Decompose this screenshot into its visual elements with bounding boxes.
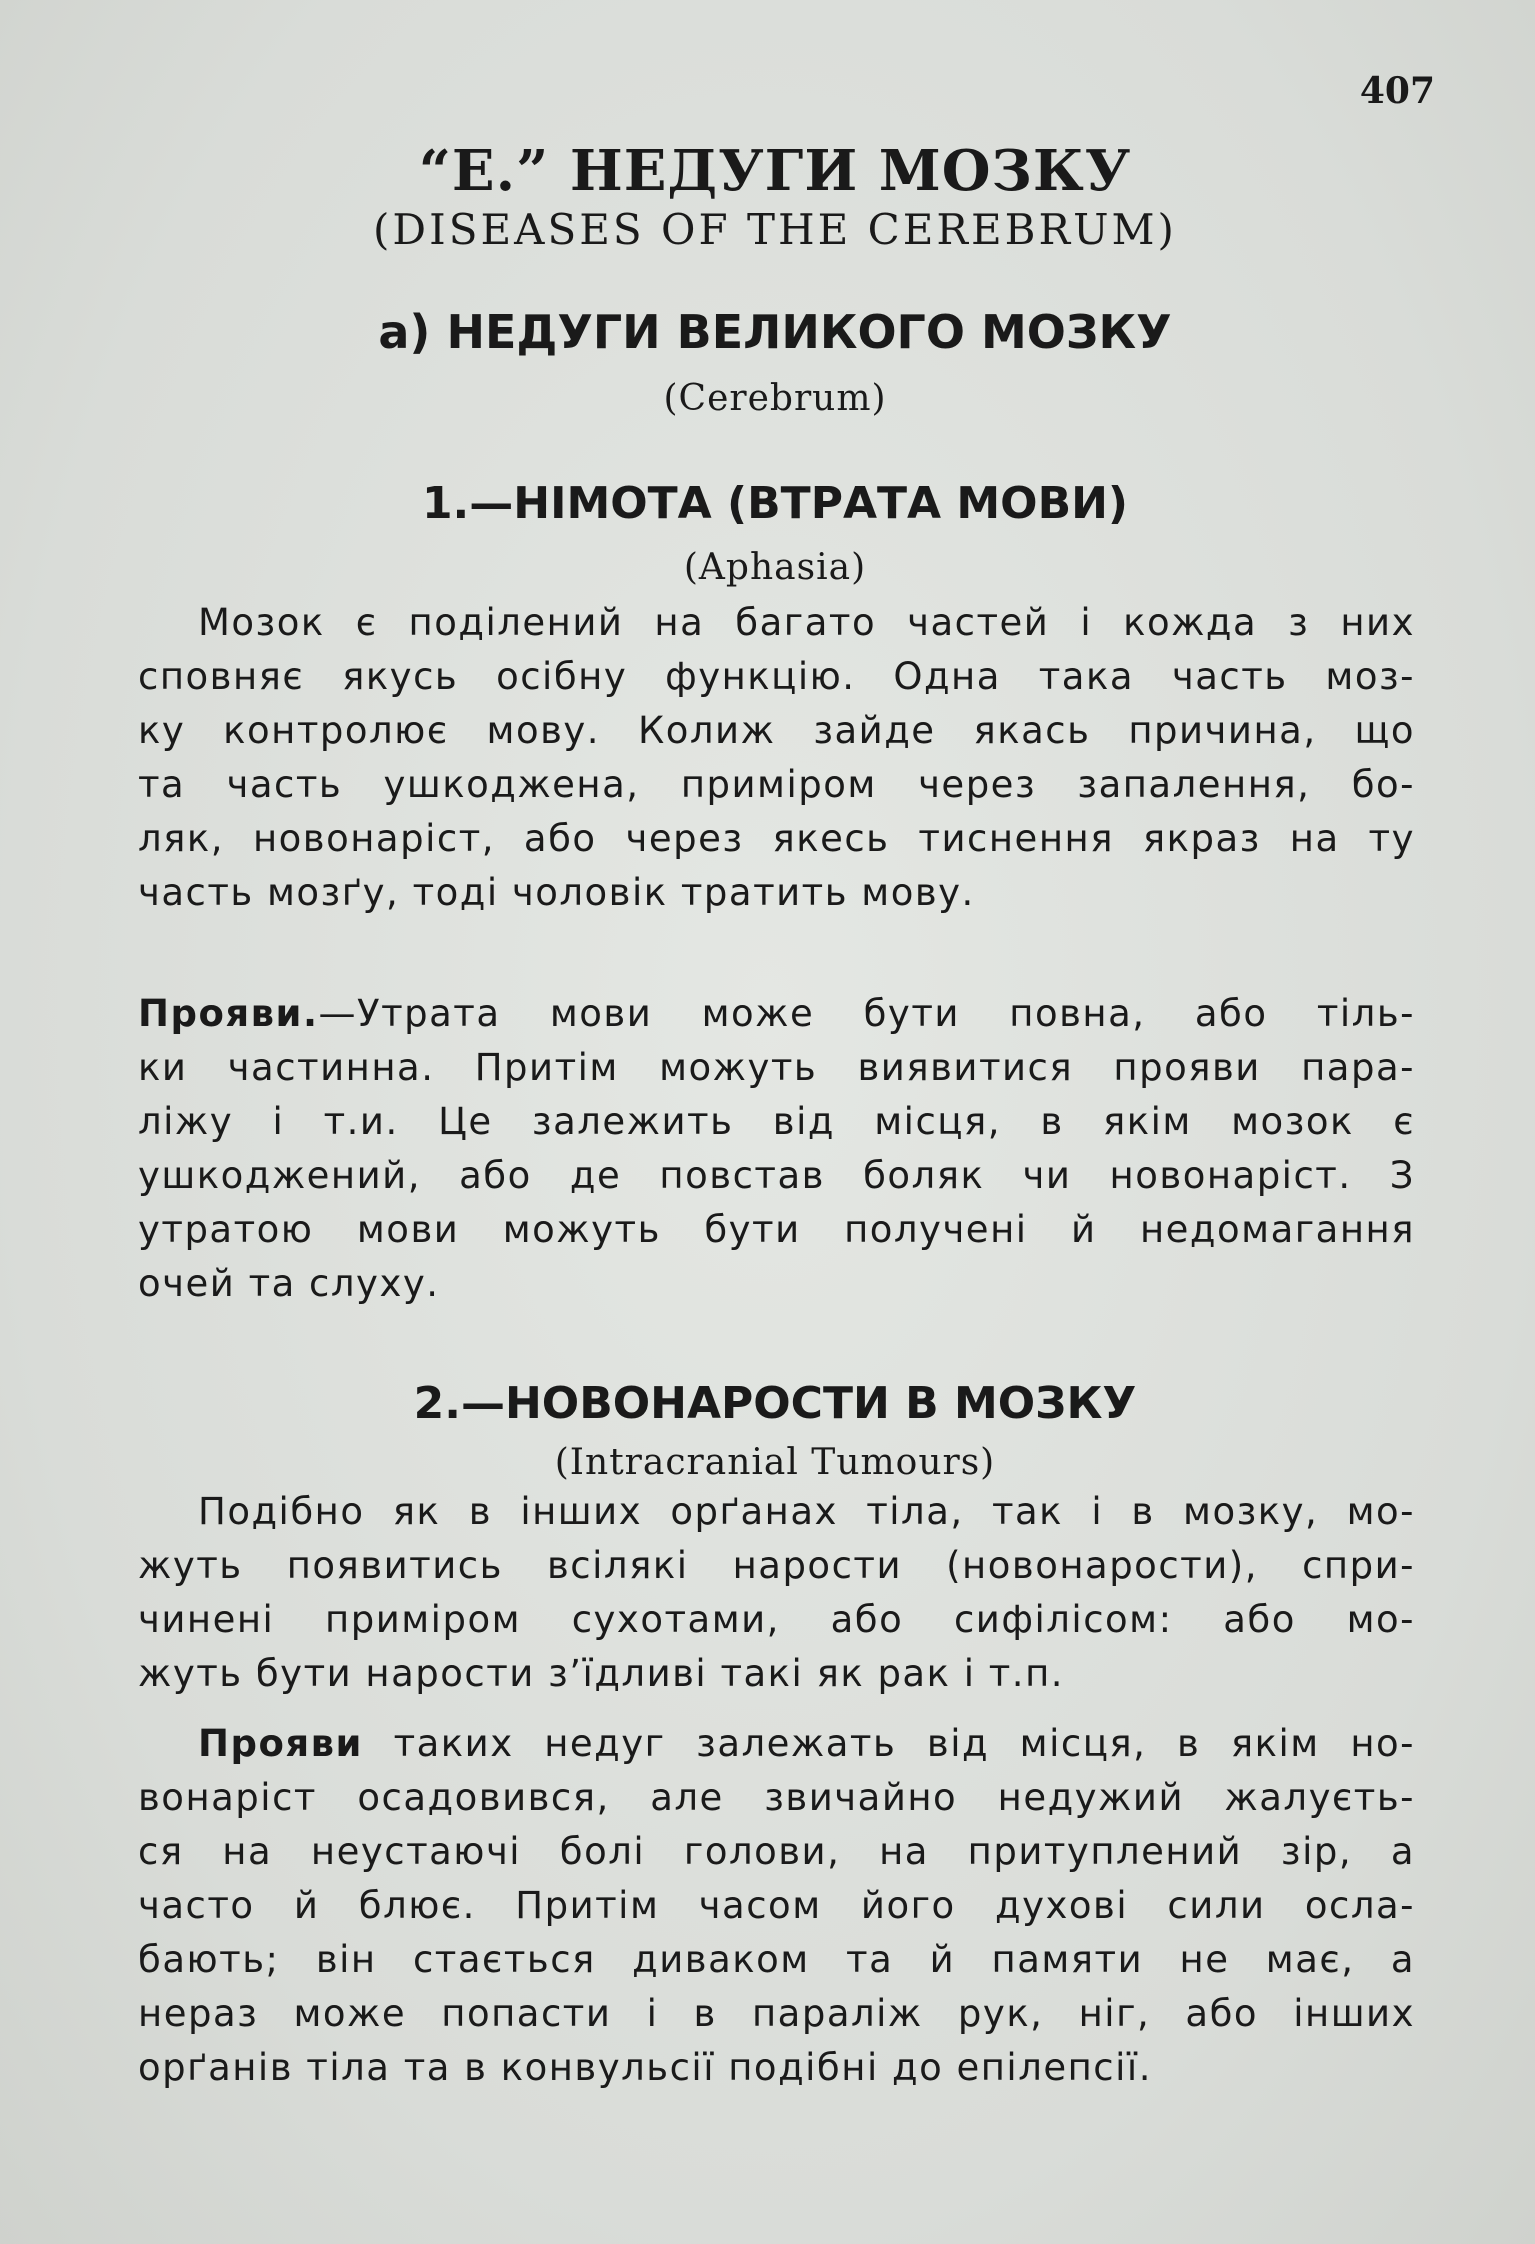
text-line: чинені приміром сухотами, або сифілісом: або мо- <box>138 1598 1415 1641</box>
page-number: 407 <box>1359 70 1435 112</box>
paragraph-tumours-intro <box>138 1485 1415 1701</box>
text-line <box>138 987 1415 1041</box>
text-line: Мозок є поділений на багато частей і кожда з них <box>198 601 1415 644</box>
text-line: нераз може попасти і в параліж рук, ніг, або інших <box>138 1992 1415 2035</box>
text-line: Подібно як в інших орґанах тіла, так і в мозку, мо- <box>198 1490 1415 1533</box>
text-line: ся на неустаючі болі голови, на притуплений зір, а <box>138 1830 1415 1873</box>
main-heading: “Е.” НЕДУГИ МОЗКУ <box>418 138 1132 204</box>
subsection-heading-aphasia: 1.—НІМОТА (ВТРАТА МОВИ) <box>421 478 1129 529</box>
paragraph-aphasia-symptoms <box>138 987 1415 1311</box>
text-line: бають; він стається диваком та й памяти не має, а <box>138 1938 1415 1981</box>
subsection-heading-tumours: 2.—НОВОНАРОСТИ В МОЗКУ <box>413 1378 1137 1429</box>
text-line: очей та слуху. <box>138 1262 440 1305</box>
text-fragment: —Утрата мови може бути повна, або тіль- <box>318 992 1415 1035</box>
text-line: ушкоджений, або де повстав боляк чи новонаріст. З <box>138 1154 1415 1197</box>
text-line: сповняє якусь осібну функцію. Одна така часть моз- <box>138 655 1415 698</box>
section-heading-latin: (Cerebrum) <box>663 378 887 419</box>
section-heading: а) НЕДУГИ ВЕЛИКОГО МОЗКУ <box>378 305 1172 359</box>
text-line: утратою мови можуть бути получені й недомагання <box>138 1208 1415 1251</box>
subsection-latin-aphasia: (Aphasia) <box>683 547 867 588</box>
text-line: жуть бути нарости з’їдливі такі як рак і т.п. <box>138 1652 1065 1695</box>
text-line: вонаріст осадовився, але звичайно недужий жалуєть- <box>138 1776 1415 1819</box>
symptoms-label: Прояви. <box>138 992 319 1035</box>
text-line: ку контролює мову. Колиж зайде якась причина, що <box>138 709 1415 752</box>
paragraph-tumours-symptoms <box>138 1717 1415 2095</box>
text-line: ліжу і т.и. Це залежить від місця, в якім мозок є <box>138 1100 1415 1143</box>
text-line: ляк, новонаріст, або через якесь тиснення якраз на ту <box>138 817 1415 860</box>
symptoms-label: Прояви <box>198 1722 363 1765</box>
text-line: ки частинна. Притім можуть виявитися прояви пара- <box>138 1046 1415 1089</box>
paragraph-aphasia-intro <box>138 596 1415 920</box>
text-line: жуть появитись всілякі нарости (новонарости), спри- <box>138 1544 1415 1587</box>
subsection-latin-tumours: (Intracranial Tumours) <box>554 1442 996 1483</box>
text-line: орґанів тіла та в конвульсії подібні до епілепсії. <box>138 2046 1152 2089</box>
text-line: та часть ушкоджена, приміром через запалення, бо- <box>138 763 1415 806</box>
text-line: часть мозґу, тоді чоловік тратить мову. <box>138 871 975 914</box>
text-line <box>138 1717 1415 1771</box>
text-line: часто й блює. Притім часом його духові сили осла- <box>138 1884 1415 1927</box>
text-fragment: таких недуг залежать від місця, в якім но- <box>362 1722 1415 1765</box>
main-heading-latin: (DISEASES OF THE CEREBRUM) <box>373 205 1177 254</box>
